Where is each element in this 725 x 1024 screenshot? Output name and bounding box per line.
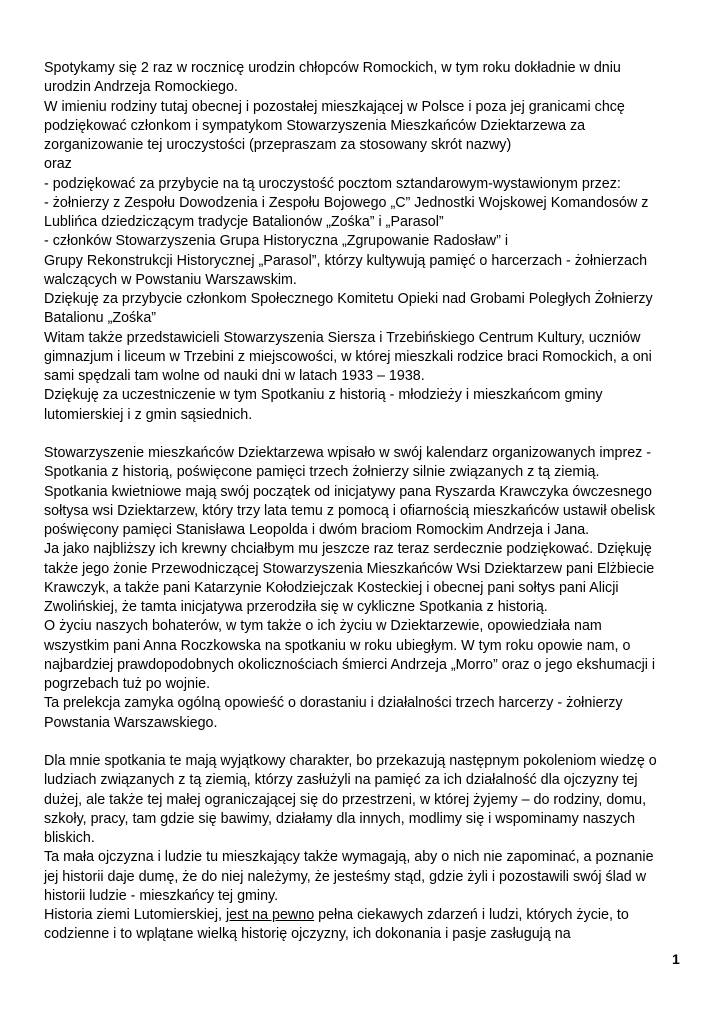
text-line: bliskich.: [44, 830, 95, 846]
document-body: [44, 59, 684, 945]
text-line: Spotykamy się 2 raz w rocznicę urodzin chłopców Romockich, w tym roku dokładnie w dniu: [44, 60, 621, 76]
text-line: Zwolińskiej, że tamta inicjatywa przerodziła się w cykliczne Spotkania z historią.: [44, 599, 548, 615]
text-line: codzienne i to wplątane wielką historię ojczyzny, ich dokonania i pasje zasługują na: [44, 926, 571, 943]
text-line: Ja jako najbliższy ich krewny chciałbym mu jeszcze raz teraz serdecznie podziękować. Dziękuję: [44, 541, 652, 558]
text-line: Witam także przedstawicieli Stowarzyszenia Siersza i Trzebińskiego Centrum Kultury, uczniów: [44, 329, 641, 346]
text-line: Dla mnie spotkania te mają wyjątkowy charakter, bo przekazują następnym pokoleniom wiedzę o: [44, 753, 657, 769]
text-line: lutomierskiej i z gmin sąsiednich.: [44, 406, 253, 423]
text-line: najbardziej prawdopodobnych okolicznościach śmierci Andrzeja „Morro” oraz o jego ekshumacji i: [44, 656, 656, 673]
text-line: dużej, ale także tej małej ograniczającej się do przestrzeni, w której żyjemy – do rodziny, domu,: [44, 791, 647, 808]
text-line: W imieniu rodziny tutaj obecnej i pozostałej mieszkającej w Polsce i poza jej granicami chcę: [44, 98, 625, 115]
text-line: sołtysa wsi Dziektarzew, który trzy lata temu z pomocą i ofiarnością mieszkańców ustawił obelisk: [44, 502, 656, 519]
text-line: historii ludzie - mieszkańcy tej gminy.: [44, 887, 279, 904]
text-line: Powstania Warszawskiego.: [44, 714, 218, 731]
text-line: Spotkania kwietniowe mają swój początek od inicjatywy pana Ryszarda Krawczyka ówczesnego: [44, 483, 652, 500]
text-line: także jego żonie Przewodniczącej Stowarzyszenia Mieszkańców Wsi Dziektarzew pani Elżbiecie: [44, 560, 655, 577]
text-line: walczących w Powstaniu Warszawskim.: [44, 271, 297, 288]
page-number: 1: [672, 951, 680, 967]
text-line: pogrzebach tuż po wojnie.: [44, 676, 211, 692]
text-line: Spotkania z historią, poświęcone pamięci trzech żołnierzy silnie związanych z tą ziemią.: [44, 464, 600, 481]
text-line: Ta prelekcja zamyka ogólną opowieść o dorastaniu i działalności trzech harcerzy - żołnierzy: [44, 695, 623, 712]
paragraph-spacer: [44, 425, 684, 444]
text-line: - żołnierzy z Zespołu Dowodzenia i Zespołu Bojowego „C” Jednostki Wojskowej Komandosów z: [44, 194, 649, 211]
paragraph-spacer: [44, 733, 684, 752]
text-line: Batalionu „Zośka”: [44, 310, 157, 327]
text-line: Ta mała ojczyzna i ludzie tu mieszkający także wymagają, aby o nich nie zapominać, a poznanie: [44, 849, 654, 866]
underlined-phrase: jest na pewno: [225, 907, 315, 923]
text-segment: Historia ziemi Lutomierskiej,: [44, 907, 226, 923]
text-line: Stowarzyszenie mieszkańców Dziektarzewa wpisało w swój kalendarz organizowanych imprez -: [44, 445, 652, 461]
text-line: szkoły, pracy, tam gdzie się bawimy, działamy dla innych, modlimy się i wspominamy naszych: [44, 810, 636, 827]
text-line-with-underline: [44, 906, 684, 925]
text-line: - podziękować za przybycie na tą uroczystość pocztom sztandarowym-wystawionym przez:: [44, 175, 621, 192]
text-line: O życiu naszych bohaterów, w tym także o ich życiu w Dziektarzewie, opowiedziała nam: [44, 618, 602, 635]
text-line: - członków Stowarzyszenia Grupa Historyczna „Zgrupowanie Radosław” i: [44, 233, 509, 250]
text-line: Dziękuję za uczestniczenie w tym Spotkaniu z historią - młodzieży i mieszkańcom gminy: [44, 387, 603, 404]
text-line: ludziach związanych z tą ziemią, którzy zasłużyli na pamięć za ich działalność dla ojczyzny tej: [44, 772, 638, 789]
text-line: poświęcony pamięci Stanisława Leopolda i dwóm braciom Romockim Andrzeja i Jana.: [44, 522, 590, 538]
text-line: wszystkim pani Anna Roczkowska na spotkaniu w roku ubiegłym. W tym roku opowie nam, o: [44, 637, 631, 654]
text-line: gimnazjum i liceum w Trzebini z miejscowości, w której mieszkali rodzice braci Romockich, a oni: [44, 348, 652, 365]
text-line: sami spędzali tam wolne od nauki dni w latach 1933 – 1938.: [44, 368, 425, 384]
text-line: Dziękuję za przybycie członkom Społecznego Komitetu Opieki nad Grobami Poległych Żołnierzy: [44, 291, 653, 307]
text-line: zorganizowanie tej uroczystości (przepraszam za stosowany skrót nazwy): [44, 137, 512, 153]
text-line: jej historii daje dumę, że do niej należymy, że jesteśmy stąd, gdzie żyli i pozostawili swój ślad w: [44, 868, 647, 885]
text-line: Krawczyk, a także pani Katarzynie Kołodziejczak Kosteckiej i obecnej pani sołtys pani Alicji: [44, 579, 619, 596]
text-segment: pełna ciekawych zdarzeń i ludzi, których życie, to: [314, 907, 629, 923]
text-line: oraz: [44, 156, 72, 173]
text-line: Grupy Rekonstrukcji Historycznej „Parasol”, którzy kultywują pamięć o harcerzach - żołnierzach: [44, 252, 648, 269]
text-line: podziękować członkom i sympatykom Stowarzyszenia Mieszkańców Dziektarzewa za: [44, 117, 586, 134]
text-line: urodzin Andrzeja Romockiego.: [44, 79, 238, 96]
text-line: Lublińca dziedziczącym tradycje Batalionów „Zośka” i „Parasol”: [44, 214, 444, 230]
